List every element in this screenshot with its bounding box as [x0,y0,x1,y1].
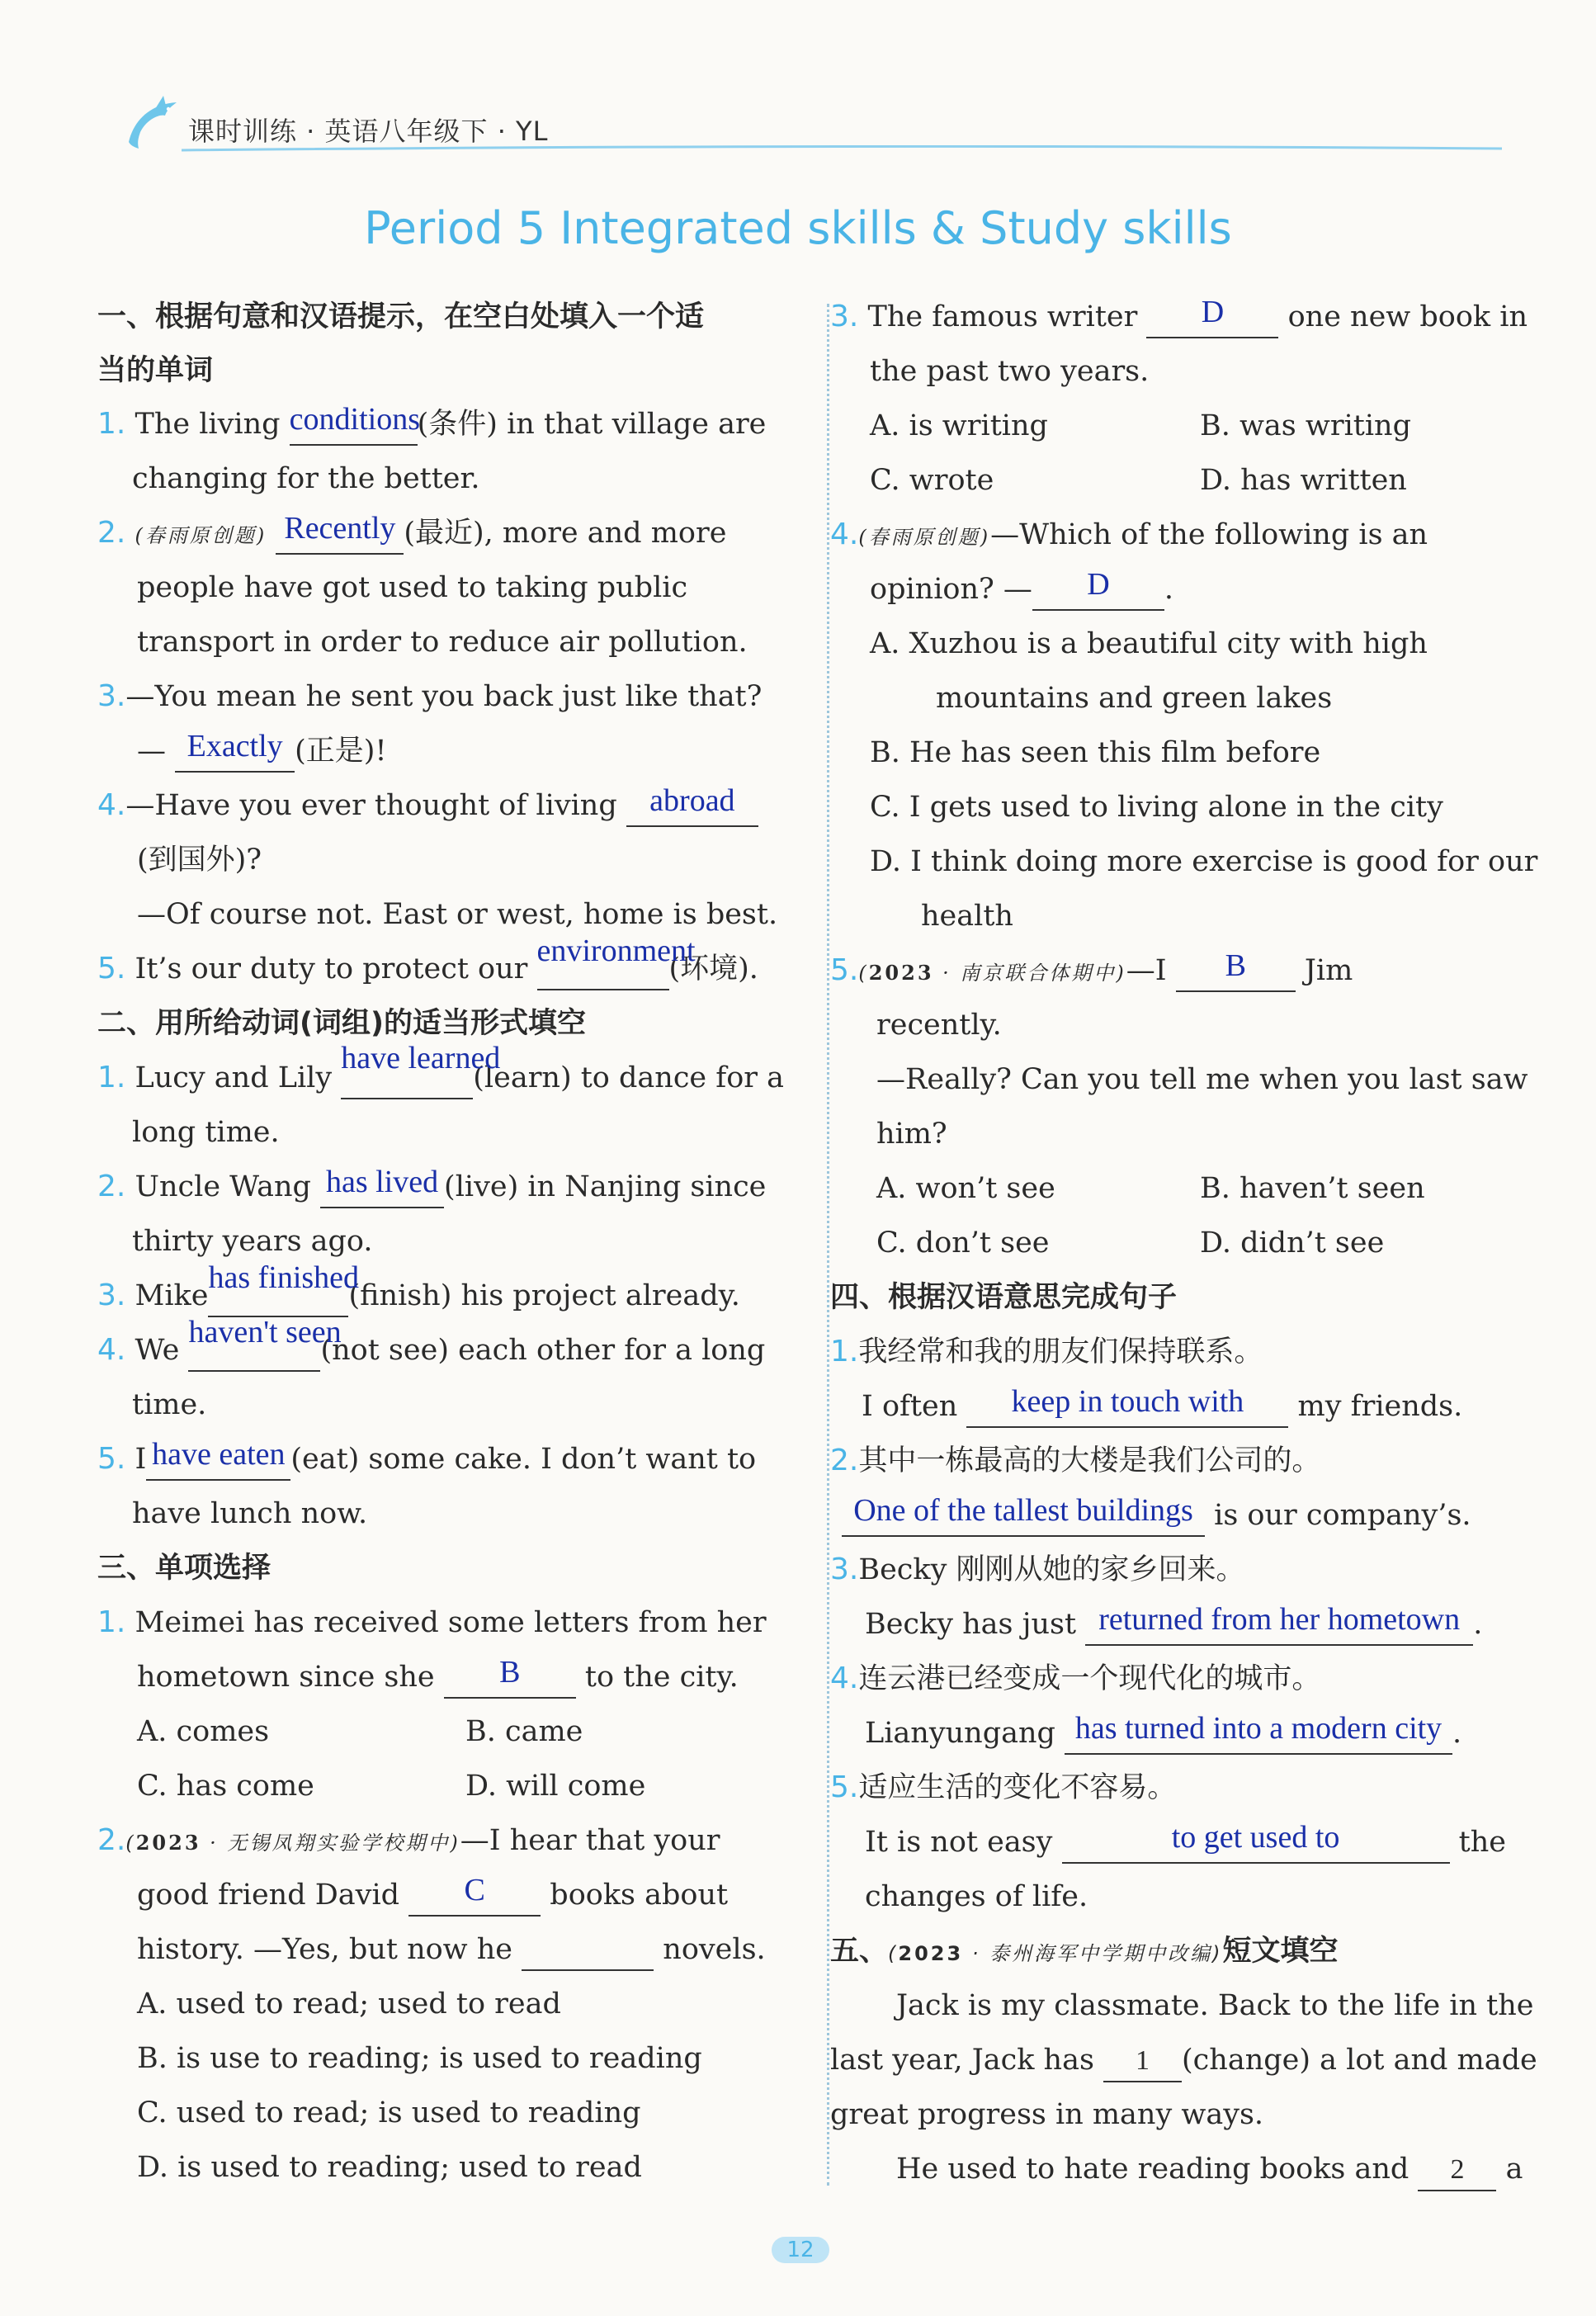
page-title: Period 5 Integrated skills & Study skills [364,202,1232,254]
answer-blank[interactable]: C [408,1875,541,1917]
s3-q3: 3. The famous writer D one new book in [830,297,1528,338]
option-c[interactable]: C. wrote [870,464,994,497]
answer-blank[interactable]: returned from her hometown [1085,1605,1473,1646]
section-1-heading: 一、根据句意和汉语提示，在空白处填入一个适 [97,300,705,333]
option-a[interactable]: A. Xuzhou is a beautiful city with high [870,627,1428,660]
answer-blank[interactable]: D [1146,297,1278,338]
answer-blank[interactable]: Exactly [175,731,295,773]
s1-q1: 1. The living conditions (条件) in that village are [97,404,766,446]
s3-q1-line2: hometown since she B to the city. [137,1657,739,1699]
option-a[interactable]: A. won’t see [876,1172,1055,1205]
answer-blank-empty[interactable] [522,1930,654,1971]
s2-q5-line2: have lunch now. [132,1497,368,1530]
option-c[interactable]: C. has come [137,1770,314,1803]
s1-q2: 2. (春雨原创题) Recently (最近), more and more [97,513,726,555]
answer-blank[interactable]: have eaten [146,1439,290,1481]
s4-q4-cn: 4.连云港已经变成一个现代化的城市。 [830,1661,1321,1695]
option-a-cont: mountains and green lakes [936,682,1333,715]
option-a[interactable]: A. used to read; used to read [137,1988,561,2021]
passage-blank-2[interactable]: 2 [1418,2149,1496,2191]
s1-q5: 5. It’s our duty to protect our environment (环境). [97,949,758,990]
passage-line-1: Jack is my classmate. Back to the life in the [896,1989,1534,2022]
s3-q5-line4: him? [876,1118,947,1151]
s3-q2-line3: history. —Yes, but now he novels. [137,1930,766,1971]
option-d[interactable]: D. is used to reading; used to read [137,2151,642,2184]
s1-q4-line2: (到国外)? [137,844,262,877]
s4-q1: I often keep in touch with my friends. [862,1387,1462,1428]
answer-blank[interactable]: to get used to [1062,1822,1450,1864]
answer-blank[interactable]: conditions [290,404,418,446]
s3-q3-line2: the past two years. [870,355,1150,388]
s3-q2-line2: good friend David C books about [137,1875,728,1917]
option-c[interactable]: C. used to read; is used to reading [137,2096,641,2129]
s4-q4: Lianyungang has turned into a modern city . [865,1713,1461,1755]
answer-blank[interactable]: One of the tallest buildings [842,1496,1205,1537]
s2-q4-line2: time. [132,1388,207,1421]
s4-q3-cn: 3.Becky 刚刚从她的家乡回来。 [830,1553,1245,1586]
s3-q5-line3: —Really? Can you tell me when you last saw [876,1063,1528,1096]
option-c[interactable]: C. don’t see [876,1227,1050,1260]
option-c[interactable]: C. I gets used to living alone in the city [870,791,1443,824]
option-a[interactable]: A. comes [137,1715,270,1748]
s1-q2-line2: people have got used to taking public [137,571,688,604]
s3-q5: 5.(2023 · 南京联合体期中)—I B Jim [830,951,1353,993]
s3-q2: 2.(2023 · 无锡凤翔实验学校期中)—I hear that your [97,1823,720,1857]
s3-q4-line2: opinion? — D . [870,570,1173,611]
s1-q4-line3: —Of course not. East or west, home is best. [137,898,778,931]
answer-blank[interactable]: B [444,1657,576,1699]
header-text: 课时训练 · 英语八年级下 · YL [188,116,549,147]
option-b[interactable]: B. is use to reading; is used to reading [137,2042,702,2075]
option-b[interactable]: B. haven’t seen [1200,1172,1425,1205]
s1-q1-line2: changing for the better. [132,462,480,495]
answer-blank[interactable]: Recently [276,513,404,555]
option-d[interactable]: D. has written [1200,464,1407,497]
passage-blank-1[interactable]: 1 [1103,2040,1182,2082]
option-b[interactable]: B. was writing [1200,409,1411,442]
section-4-heading: 四、根据汉语意思完成句子 [830,1281,1178,1314]
s4-q5-line2: changes of life. [865,1880,1088,1913]
answer-blank[interactable]: has lived [320,1167,444,1208]
s4-q5: It is not easy to get used to the [865,1822,1506,1864]
s1-q3-line2: — Exactly (正是)! [137,731,387,773]
s4-q2-cn: 2.其中一栋最高的大楼是我们公司的。 [830,1444,1321,1477]
s2-q5: 5. I have eaten (eat) some cake. I don’t want to [97,1439,756,1481]
option-a[interactable]: A. is writing [870,409,1048,442]
section-3-heading: 三、单项选择 [97,1552,272,1585]
answer-blank[interactable]: abroad [626,786,758,827]
passage-line-4: He used to hate reading books and 2 a [896,2149,1523,2191]
s3-q4: 4.(春雨原创题)—Which of the following is an [830,518,1428,551]
column-divider [827,304,829,2186]
s4-q1-cn: 1.我经常和我的朋友们保持联系。 [830,1335,1263,1368]
s4-q2: One of the tallest buildings is our company’s. [842,1496,1471,1537]
s2-q3: 3. Mike has finished (finish) his project already. [97,1276,740,1317]
s1-q3: 3.—You mean he sent you back just like that? [97,679,763,713]
s1-q4: 4.—Have you ever thought of living abroad [97,786,758,827]
answer-blank[interactable]: D [1032,570,1164,611]
s1-q2-line3: transport in order to reduce air pollution. [137,626,748,659]
s3-q1: 1. Meimei has received some letters from her [97,1605,767,1639]
dolphin-logo-icon [122,91,188,155]
s4-q3: Becky has just returned from her hometown . [865,1605,1482,1646]
answer-blank[interactable]: have learned [341,1058,473,1099]
s2-q4: 4. We haven't seen (not see) each other for a long [97,1331,765,1372]
section-2-heading: 二、用所给动词(词组)的适当形式填空 [97,1007,586,1040]
option-d[interactable]: D. will come [465,1770,646,1803]
s4-q5-cn: 5.适应生活的变化不容易。 [830,1770,1177,1804]
option-d-cont: health [921,900,1013,933]
s2-q2: 2. Uncle Wang has lived (live) in Nanjing since [97,1167,766,1208]
s2-q1: 1. Lucy and Lily have learned (learn) to dance for a [97,1058,784,1099]
header-rule [182,145,1502,152]
option-d[interactable]: D. didn’t see [1200,1227,1385,1260]
option-b[interactable]: B. He has seen this film before [870,736,1321,769]
answer-blank[interactable]: keep in touch with [966,1387,1288,1428]
option-b[interactable]: B. came [465,1715,583,1748]
answer-blank[interactable]: has turned into a modern city [1065,1713,1452,1755]
passage-line-3: great progress in many ways. [830,2098,1264,2131]
answer-blank[interactable]: has finished [208,1276,348,1317]
passage-line-2: last year, Jack has 1 (change) a lot and made [830,2040,1537,2082]
s2-q2-line2: thirty years ago. [132,1225,373,1258]
answer-blank[interactable]: environment [537,949,669,990]
s2-q1-line2: long time. [132,1116,280,1149]
section-5-heading: 五、(2023 · 泰州海军中学期中改编)短文填空 [830,1935,1339,1968]
answer-blank[interactable]: B [1176,951,1296,992]
s3-q5-line2: recently. [876,1009,1002,1042]
section-1-heading-cont: 当的单词 [97,354,214,387]
option-d[interactable]: D. I think doing more exercise is good for our [870,845,1538,878]
answer-blank[interactable]: haven't seen [188,1331,320,1372]
page-number: 12 [772,2237,829,2263]
